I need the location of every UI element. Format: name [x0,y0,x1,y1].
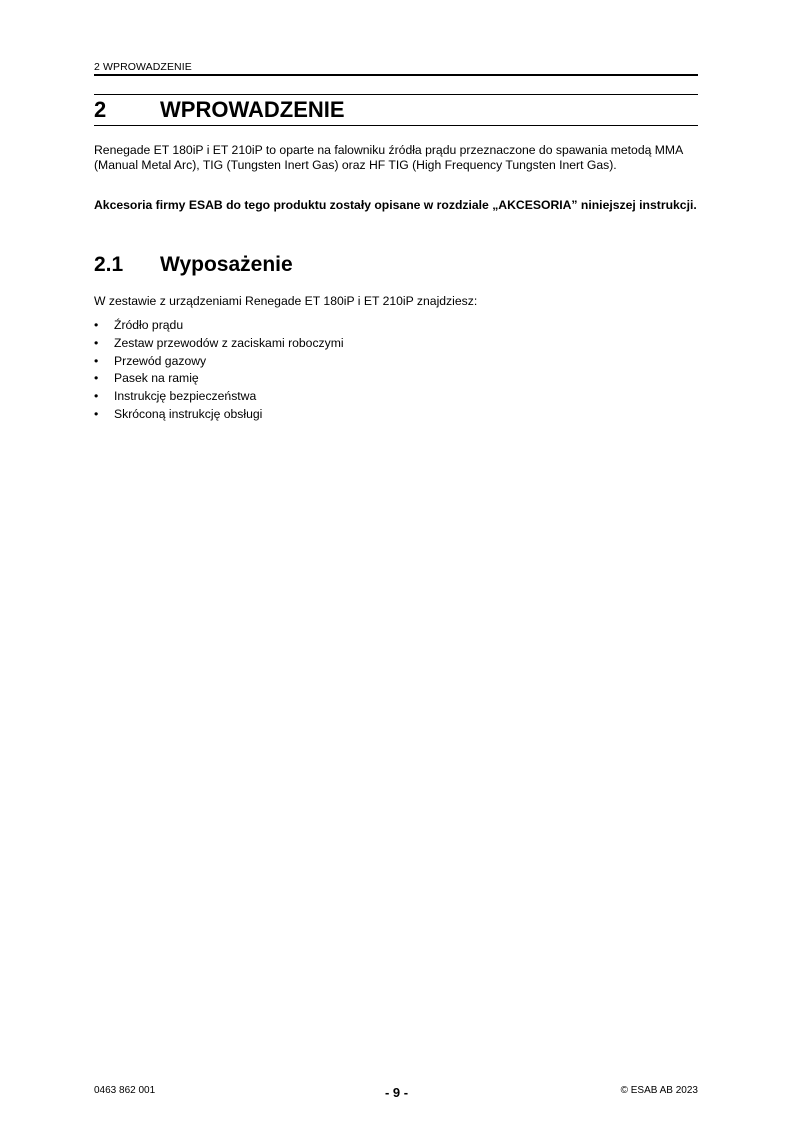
list-item-text: Instrukcję bezpieczeństwa [114,389,257,404]
bullet-icon: • [94,318,99,332]
section-title: Wyposażenie [160,253,293,276]
section-lead: W zestawie z urządzeniami Renegade ET 180iP i ET 210iP znajdziesz: [94,294,478,308]
bullet-icon: • [94,371,99,386]
accessories-note: Akcesoria firmy ESAB do tego produktu zostały opisane w rozdziale „AKCESORIA” niniejszej instrukcji. [94,198,697,212]
list-item-text: Skróconą instrukcję obsługi [114,406,263,421]
list-item-text: Zestaw przewodów z zaciskami roboczymi [114,335,344,350]
bullet-icon: • [94,406,99,421]
list-item [94,388,698,406]
running-header: 2 WPROWADZENIE [94,61,698,76]
bullet-icon: • [94,335,99,350]
list-item [94,353,698,371]
document-number: 0463 862 001 [94,1085,156,1096]
list-item [94,317,698,335]
list-item [94,406,698,424]
copyright-notice: © ESAB AB 2023 [620,1085,698,1096]
chapter-number: 2 [94,97,107,122]
list-item-text: Pasek na ramię [114,371,199,386]
bullet-icon: • [94,389,99,404]
page-number: - 9 - [384,1085,409,1100]
list-item [94,335,698,353]
equipment-list [94,317,698,424]
list-item-text: Źródło prądu [114,318,184,332]
bullet-icon: • [94,353,99,368]
list-item [94,370,698,388]
chapter-heading [94,94,698,126]
intro-paragraph: Renegade ET 180iP i ET 210iP to oparte na falowniku źródła prądu przeznaczone do spawania metodą MMA (Manual Metal Arc), TIG (Tungsten Inert Gas) oraz HF TIG (High Frequency Tungsten Inert Gas). [94,143,683,172]
list-item-text: Przewód gazowy [114,353,207,368]
section-number: 2.1 [94,253,124,276]
chapter-title: WPROWADZENIE [160,97,345,122]
